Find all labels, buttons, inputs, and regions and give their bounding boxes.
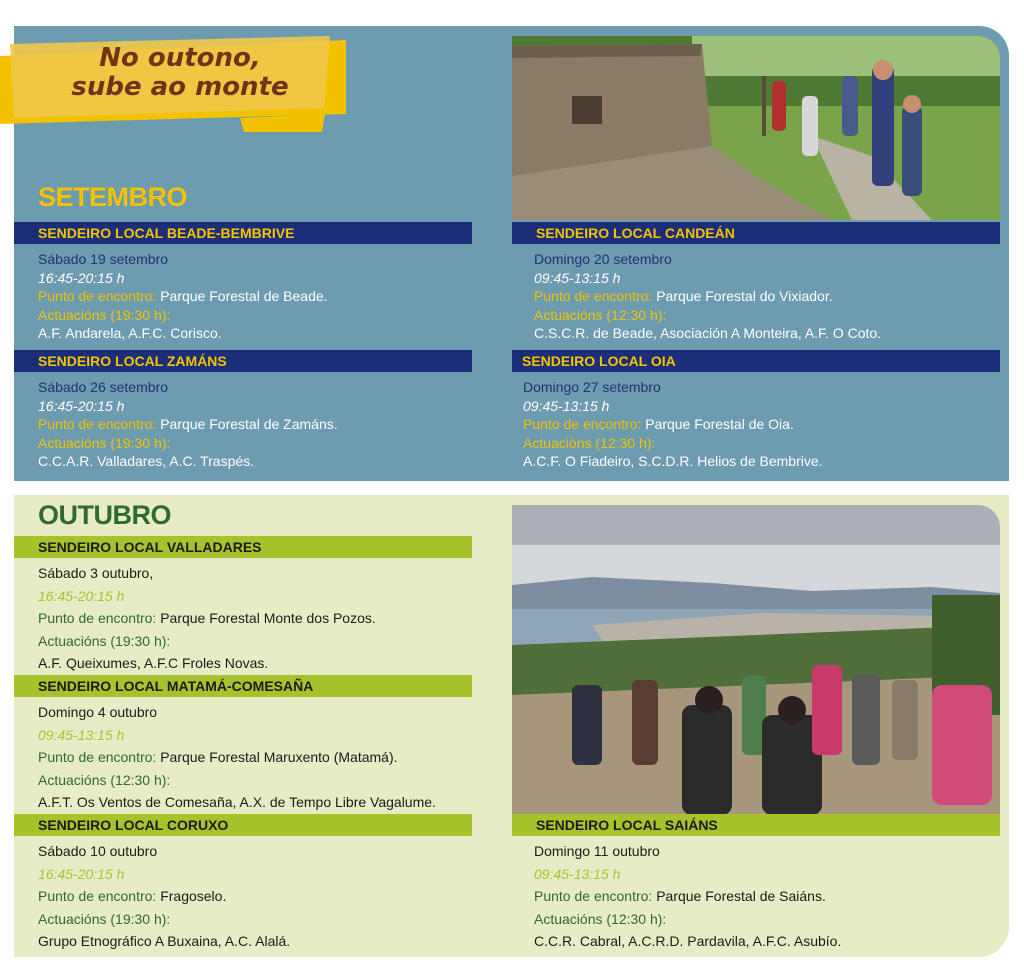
- event-date: Domingo 20 setembro: [534, 251, 672, 267]
- event-time: 09:45-13:15 h: [523, 397, 610, 414]
- performances: A.C.F. O Fiadeiro, S.C.D.R. Helios de Bembrive.: [523, 453, 823, 469]
- meeting-place: Parque Forestal Maruxento (Matamá).: [160, 749, 398, 765]
- hiking-stone-house-photo: [512, 36, 1000, 220]
- meeting-place: Parque Forestal de Zamáns.: [160, 416, 338, 432]
- trail-header-coruxo: SENDEIRO LOCAL CORUXO: [14, 814, 472, 836]
- setembro-title: SETEMBRO: [38, 182, 188, 212]
- event-date: Domingo 11 outubro: [534, 843, 660, 859]
- meeting-place: Parque Forestal de Saiáns.: [656, 888, 826, 904]
- meeting-place: Fragoselo.: [160, 888, 227, 904]
- performances: A.F. Andarela, A.F.C. Corisco.: [38, 325, 222, 341]
- event-oia: [523, 378, 823, 471]
- trail-header-valladares: SENDEIRO LOCAL VALLADARES: [14, 536, 472, 558]
- performances-label: Actuacións (19:30 h):: [38, 910, 171, 927]
- event-candean: [534, 250, 881, 343]
- event-date: Sábado 19 setembro: [38, 251, 168, 267]
- event-beade-bembrive: [38, 250, 328, 343]
- trail-header-saians: SENDEIRO LOCAL SAIÁNS: [512, 814, 1000, 836]
- event-time: 09:45-13:15 h: [38, 726, 125, 743]
- banner-line-1: No outono,: [99, 43, 261, 73]
- event-time: 09:45-13:15 h: [534, 865, 621, 882]
- event-zamans: [38, 378, 338, 471]
- event-date: Sábado 10 outubro: [38, 843, 158, 859]
- event-coruxo: [38, 840, 290, 953]
- trail-header-candean: SENDEIRO LOCAL CANDEÁN: [512, 222, 1000, 244]
- trail-header-zamans: SENDEIRO LOCAL ZAMÁNS: [14, 350, 472, 372]
- trail-header-beade-bembrive: SENDEIRO LOCAL BEADE-BEMBRIVE: [14, 222, 472, 244]
- meeting-label: Punto de encontro:: [38, 888, 157, 904]
- meeting-label: Punto de encontro:: [38, 610, 157, 626]
- event-date: Domingo 4 outubro: [38, 704, 158, 720]
- meeting-place: Parque Forestal de Oia.: [645, 416, 794, 432]
- meeting-place: Parque Forestal do Vixiador.: [656, 288, 833, 304]
- meeting-label: Punto de encontro:: [38, 749, 157, 765]
- meeting-label: Punto de encontro:: [534, 888, 653, 904]
- meeting-place: Parque Forestal Monte dos Pozos.: [160, 610, 376, 626]
- event-date: Sábado 26 setembro: [38, 379, 168, 395]
- performances-label: Actuacións (12:30 h):: [534, 910, 667, 927]
- meeting-label: Punto de encontro:: [534, 288, 653, 304]
- banner-title: [40, 44, 320, 102]
- event-time: 16:45-20:15 h: [38, 397, 125, 414]
- event-saians: [534, 840, 841, 953]
- event-time: 09:45-13:15 h: [534, 269, 621, 286]
- trail-header-matama-comesana: SENDEIRO LOCAL MATAMÁ-COMESAÑA: [14, 675, 472, 697]
- performances-label: Actuacións (12:30 h):: [523, 434, 656, 451]
- performances-label: Actuacións (12:30 h):: [38, 771, 171, 788]
- event-valladares: [38, 562, 376, 675]
- performances: Grupo Etnográfico A Buxaina, A.C. Alalá.: [38, 933, 291, 949]
- trail-header-oia: SENDEIRO LOCAL OIA: [512, 350, 1000, 372]
- meeting-label: Punto de encontro:: [38, 416, 157, 432]
- event-time: 16:45-20:15 h: [38, 587, 125, 604]
- performances-label: Actuacións (19:30 h):: [38, 306, 171, 323]
- performances-label: Actuacións (19:30 h):: [38, 434, 171, 451]
- performances-label: Actuacións (12:30 h):: [534, 306, 667, 323]
- banner-line-2: sube ao monte: [71, 72, 289, 102]
- event-date: Domingo 27 setembro: [523, 379, 661, 395]
- meeting-label: Punto de encontro:: [523, 416, 642, 432]
- performances: C.C.R. Cabral, A.C.R.D. Pardavila, A.F.C. Asubío.: [534, 933, 842, 949]
- outubro-title: OUTUBRO: [38, 500, 171, 530]
- performances-label: Actuacións (19:30 h):: [38, 632, 171, 649]
- performances: A.F.T. Os Ventos de Comesaña, A.X. de Tempo Libre Vagalume.: [38, 794, 436, 810]
- hiking-group-viewpoint-photo: [512, 505, 1000, 815]
- event-matama-comesana: [38, 701, 436, 814]
- meeting-place: Parque Forestal de Beade.: [160, 288, 328, 304]
- event-time: 16:45-20:15 h: [38, 865, 125, 882]
- performances: C.C.A.R. Valladares, A.C. Traspés.: [38, 453, 255, 469]
- performances: C.S.C.R. de Beade, Asociación A Monteira, A.F. O Coto.: [534, 325, 882, 341]
- event-time: 16:45-20:15 h: [38, 269, 125, 286]
- meeting-label: Punto de encontro:: [38, 288, 157, 304]
- performances: A.F. Queixumes, A.F.C Froles Novas.: [38, 655, 269, 671]
- event-date: Sábado 3 outubro,: [38, 565, 154, 581]
